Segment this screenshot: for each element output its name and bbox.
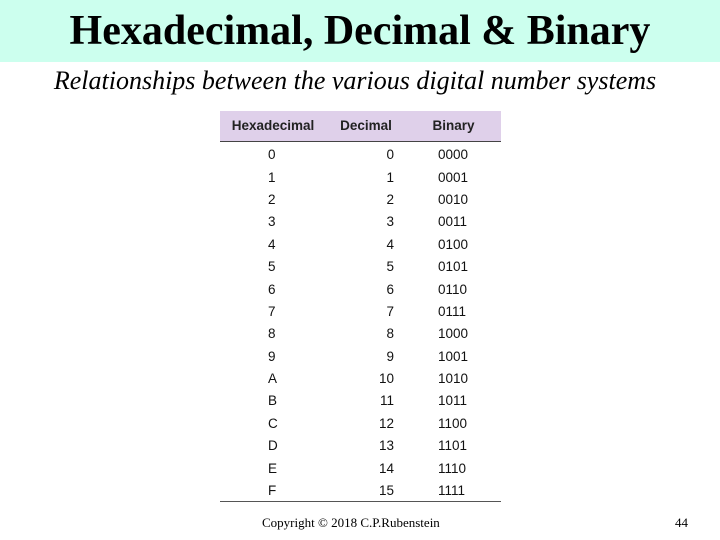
cell-hexadecimal: A bbox=[268, 371, 278, 387]
table-row bbox=[220, 412, 501, 434]
cell-decimal: 2 bbox=[386, 191, 394, 207]
cell-binary: 0000 bbox=[438, 147, 469, 163]
slide-subtitle: Relationships between the various digital number systems bbox=[53, 66, 657, 95]
table-row bbox=[220, 211, 501, 233]
table-row bbox=[220, 479, 501, 501]
title-bar bbox=[0, 0, 720, 62]
cell-hexadecimal: 6 bbox=[268, 281, 276, 297]
cell-decimal: 6 bbox=[386, 281, 394, 297]
cell-binary: 1101 bbox=[438, 438, 468, 454]
table-row bbox=[220, 255, 501, 277]
table-row bbox=[220, 188, 501, 210]
cell-binary: 0101 bbox=[438, 259, 469, 275]
header-row bbox=[220, 111, 501, 141]
cell-binary: 1001 bbox=[438, 348, 469, 364]
cell-binary: 0110 bbox=[438, 281, 468, 297]
cell-hexadecimal: B bbox=[268, 393, 278, 409]
cell-binary: 0001 bbox=[438, 169, 469, 185]
cell-decimal: 7 bbox=[386, 303, 394, 319]
table-row bbox=[220, 278, 501, 300]
cell-decimal: 1 bbox=[386, 169, 394, 185]
cell-hexadecimal: 4 bbox=[268, 236, 276, 252]
cell-decimal: 15 bbox=[326, 479, 406, 501]
page-number: 44 bbox=[675, 515, 688, 530]
cell-hexadecimal: 0 bbox=[268, 147, 276, 163]
cell-decimal: 5 bbox=[386, 259, 394, 275]
cell-hexadecimal: F bbox=[220, 479, 326, 501]
table-row bbox=[220, 457, 501, 479]
copyright-notice: Copyright © 2018 C.P.Rubenstein bbox=[262, 515, 440, 530]
cell-decimal: 4 bbox=[386, 236, 394, 252]
cell-binary: 0010 bbox=[438, 191, 469, 207]
cell-decimal: 3 bbox=[386, 214, 394, 230]
cell-hexadecimal: 1 bbox=[268, 169, 276, 185]
cell-binary: 0011 bbox=[438, 214, 468, 230]
table-body bbox=[220, 141, 501, 502]
cell-binary: 1111 bbox=[406, 479, 501, 501]
cell-hexadecimal: D bbox=[268, 438, 278, 454]
table-row bbox=[220, 367, 501, 389]
table-row bbox=[220, 390, 501, 412]
cell-decimal: 10 bbox=[378, 371, 394, 387]
cell-hexadecimal: 2 bbox=[268, 191, 276, 207]
table-header bbox=[220, 111, 501, 141]
table-row bbox=[220, 144, 501, 166]
cell-hexadecimal: C bbox=[268, 415, 278, 431]
conversion-table bbox=[220, 111, 501, 502]
cell-hexadecimal: 7 bbox=[268, 303, 276, 319]
table-row bbox=[220, 435, 501, 457]
slide-title: Hexadecimal, Decimal & Binary bbox=[69, 8, 651, 54]
cell-decimal: 14 bbox=[378, 460, 394, 476]
table-row bbox=[220, 166, 501, 188]
cell-decimal: 11 bbox=[379, 393, 394, 409]
table-row bbox=[220, 300, 501, 322]
cell-hexadecimal: 3 bbox=[268, 214, 276, 230]
cell-decimal: 13 bbox=[378, 438, 394, 454]
cell-binary: 1010 bbox=[438, 371, 469, 387]
table-row bbox=[220, 345, 501, 367]
cell-hexadecimal: 9 bbox=[268, 348, 276, 364]
cell-binary: 0111 bbox=[438, 303, 467, 319]
header-binary: Binary bbox=[406, 111, 501, 141]
cell-binary: 0100 bbox=[438, 236, 469, 252]
cell-binary: 1011 bbox=[438, 393, 468, 409]
cell-binary: 1000 bbox=[438, 326, 469, 342]
table-row bbox=[220, 323, 501, 345]
cell-hexadecimal: 5 bbox=[268, 259, 276, 275]
cell-hexadecimal: E bbox=[268, 460, 278, 476]
header-decimal: Decimal bbox=[326, 111, 406, 141]
cell-decimal: 9 bbox=[386, 348, 394, 364]
header-hexadecimal: Hexadecimal bbox=[220, 111, 326, 141]
cell-decimal: 0 bbox=[386, 147, 394, 163]
cell-decimal: 12 bbox=[378, 415, 394, 431]
cell-binary: 1100 bbox=[438, 415, 468, 431]
cell-decimal: 8 bbox=[386, 326, 394, 342]
cell-binary: 1110 bbox=[438, 460, 467, 476]
table-row bbox=[220, 233, 501, 255]
number-system-table bbox=[220, 111, 501, 502]
cell-hexadecimal: 8 bbox=[268, 326, 276, 342]
